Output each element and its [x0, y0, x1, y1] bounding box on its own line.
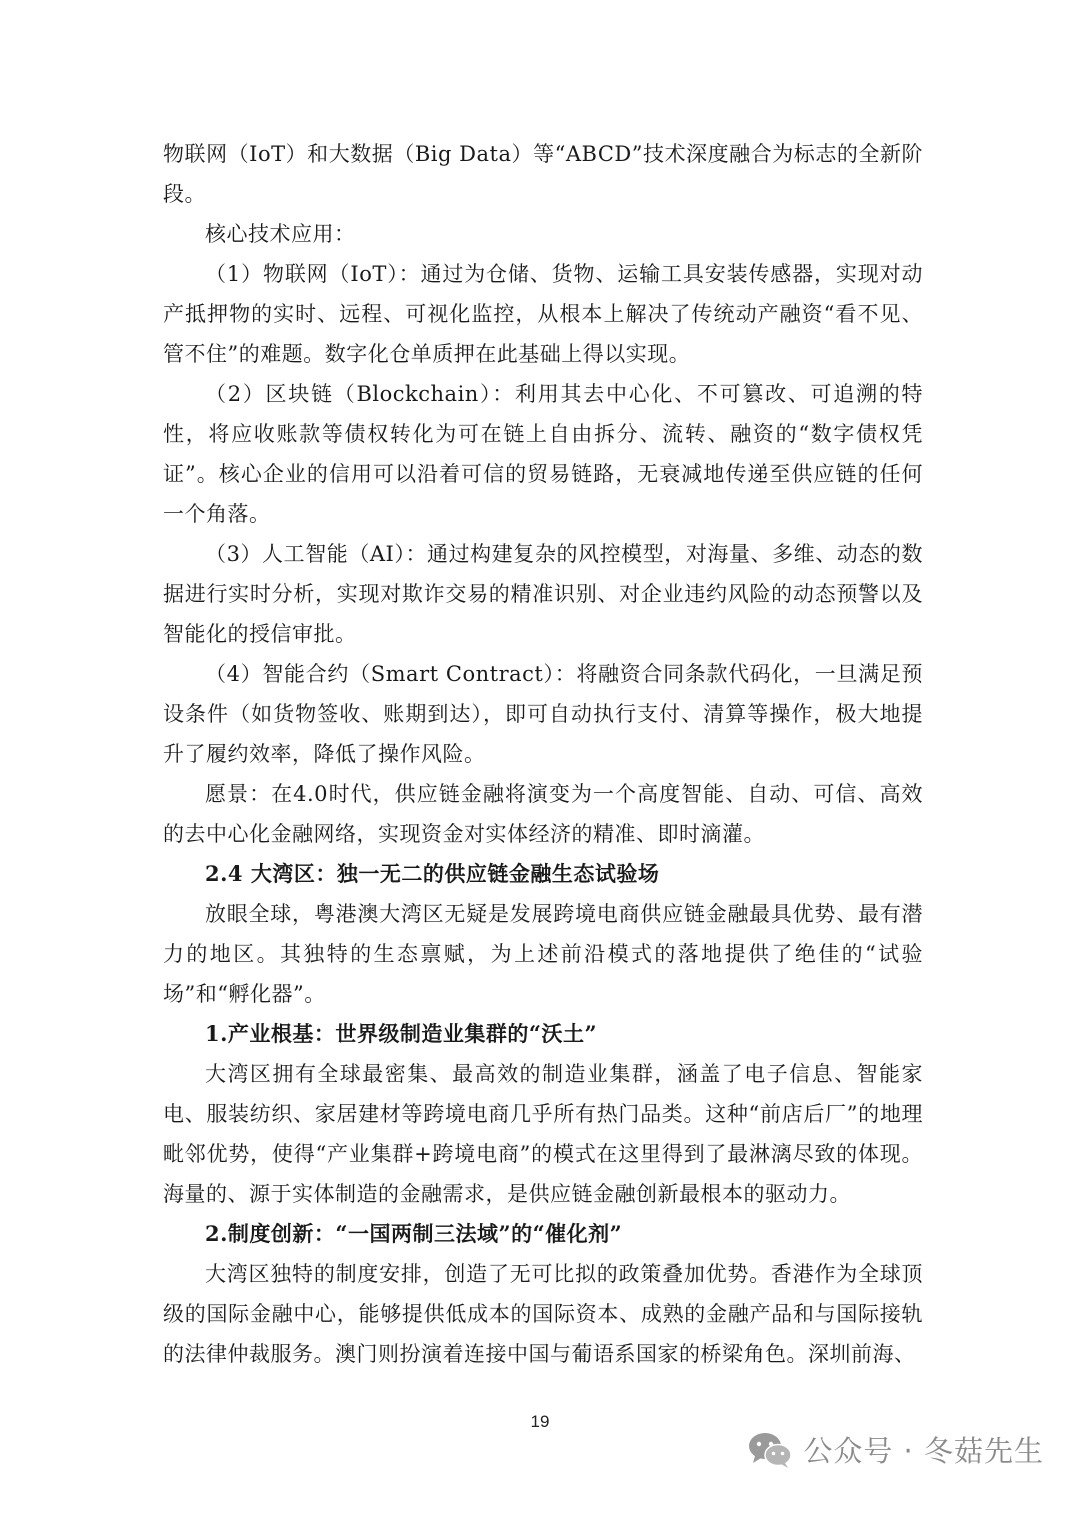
page-number: 19 — [530, 1412, 550, 1431]
paragraph: （4）智能合约（Smart Contract）：将融资合同条款代码化，一旦满足预设条件（如货物签收、账期到达），即可自动执行支付、清算等操作，极大地提升了履约效率，降低了操作风险。 — [163, 662, 923, 766]
paragraph: 核心技术应用： — [205, 222, 356, 246]
paragraph: （1）物联网（IoT）：通过为仓储、货物、运输工具安装传感器，实现对动产抵押物的实时、远程、可视化监控，从根本上解决了传统动产融资“看不见、管不住”的难题。数字化仓单质押在此基础上得以实现。 — [163, 262, 923, 366]
paragraph: 大湾区拥有全球最密集、最高效的制造业集群，涵盖了电子信息、智能家电、服装纺织、家居建材等跨境电商几乎所有热门品类。这种“前店后厂”的地理毗邻优势，使得“产业集群+跨境电商”的模式在这里得到了最淋漓尽致的体现。海量的、源于实体制造的金融需求，是供应链金融创新最根本的驱动力。 — [163, 1062, 923, 1206]
section-heading: 2.4 大湾区：独一无二的供应链金融生态试验场 — [205, 861, 660, 886]
paragraph: 愿景：在4.0时代，供应链金融将演变为一个高度智能、自动、可信、高效的去中心化金融网络，实现资金对实体经济的精准、即时滴灌。 — [163, 782, 923, 846]
paragraph: 物联网（IoT）和大数据（Big Data）等“ABCD”技术深度融合为标志的全新阶段。 — [163, 142, 923, 206]
watermark — [747, 1429, 1044, 1470]
wechat-icon — [747, 1430, 793, 1470]
subsection-heading: 1.产业根基：世界级制造业集群的“沃土” — [205, 1021, 598, 1046]
paragraph: （2）区块链（Blockchain）：利用其去中心化、不可篡改、可追溯的特性，将应收账款等债权转化为可在链上自由拆分、流转、融资的“数字债权凭证”。核心企业的信用可以沿着可信的贸易链路，无衰减地传递至供应链的任何一个角落。 — [163, 382, 923, 526]
subsection-heading: 2.制度创新：“一国两制三法域”的“催化剂” — [205, 1221, 623, 1246]
paragraph: （3）人工智能（AI）：通过构建复杂的风控模型，对海量、多维、动态的数据进行实时分析，实现对欺诈交易的精准识别、对企业违约风险的动态预警以及智能化的授信审批。 — [163, 542, 923, 646]
paragraph: 大湾区独特的制度安排，创造了无可比拟的政策叠加优势。香港作为全球顶级的国际金融中心，能够提供低成本的国际资本、成熟的金融产品和与国际接轨的法律仲裁服务。澳门则扮演着连接中国与葡语系国家的桥梁角色。深圳前海、 — [163, 1262, 923, 1366]
document-body — [163, 134, 923, 1374]
paragraph: 放眼全球，粤港澳大湾区无疑是发展跨境电商供应链金融最具优势、最有潜力的地区。其独特的生态禀赋，为上述前沿模式的落地提供了绝佳的“试验场”和“孵化器”。 — [163, 902, 923, 1006]
watermark-text: 公众号 · 冬菇先生 — [803, 1434, 1044, 1468]
